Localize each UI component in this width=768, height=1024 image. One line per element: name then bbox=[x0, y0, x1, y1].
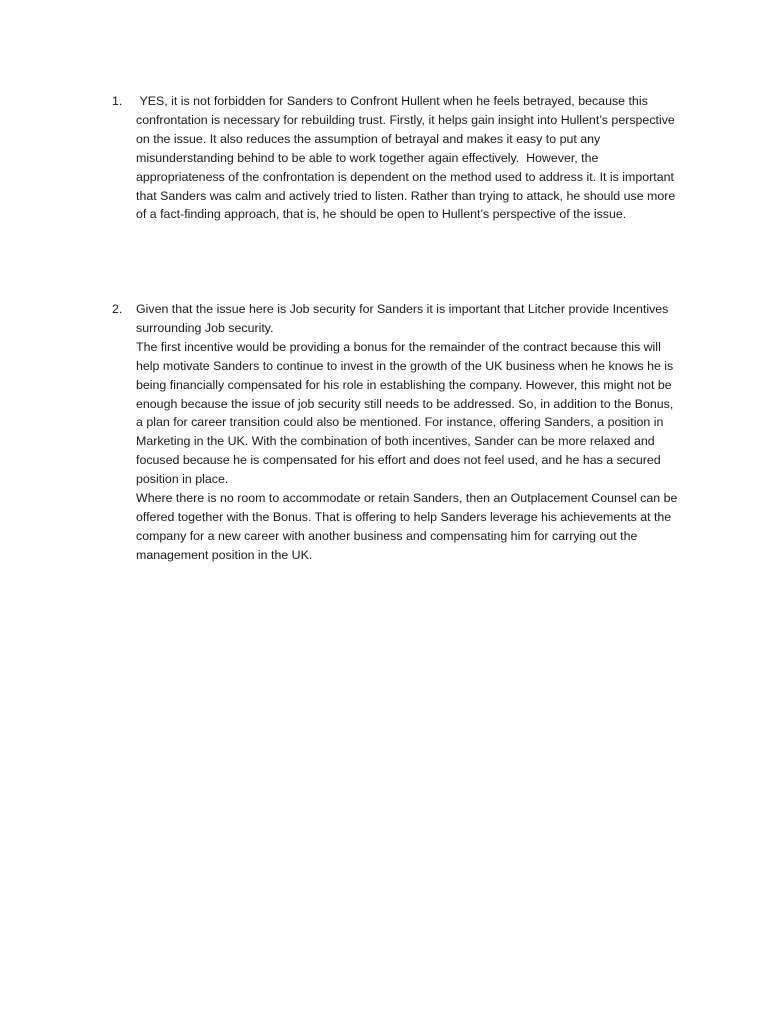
list-item-body bbox=[136, 300, 682, 565]
paragraph: YES, it is not forbidden for Sanders to Confront Hullent when he feels betrayed, because this confrontation is necessary for rebuilding trust. Firstly, it helps gain insight into Hullent’s perspective on the issue. It also reduces the assumption of betrayal and makes it easy to put any misunderstanding behind to be able to work together again effectively. However, the appropriateness of the confrontation is dependent on the method used to address it. It is important that Sanders was calm and actively tried to listen. Rather than trying to attack, he should use more of a fact-finding approach, that is, he should be open to Hullent’s perspective of the issue. bbox=[136, 94, 679, 222]
list-item-1 bbox=[112, 92, 682, 224]
list-item-2 bbox=[112, 300, 682, 565]
list-number: 1. bbox=[112, 94, 123, 108]
list-item-body bbox=[136, 92, 682, 224]
paragraph: Where there is no room to accommodate or retain Sanders, then an Outplacement Counsel can be offered together with the Bonus. That is offering to help Sanders leverage his achievements at the company for a new career with another business and compensating him for carrying out the management position in the UK. bbox=[136, 491, 678, 562]
list-number: 2. bbox=[112, 302, 123, 316]
paragraph: The first incentive would be providing a bonus for the remainder of the contract because this will help motivate Sanders to continue to invest in the growth of the UK business when he knows he is being financially compensated for his role in establishing the company. However, this might not be enough because the issue of job security still needs to be addressed. So, in addition to the Bonus, a plan for career transition could also be mentioned. For instance, offering Sanders, a position in Marketing in the UK. With the combination of both incentives, Sander can be more relaxed and focused because he is compensated for his effort and does not feel used, and he has a secured position in place. bbox=[136, 339, 674, 487]
paragraph: Given that the issue here is Job security for Sanders it is important that Litcher provide Incentives surrounding Job security. bbox=[136, 302, 669, 335]
